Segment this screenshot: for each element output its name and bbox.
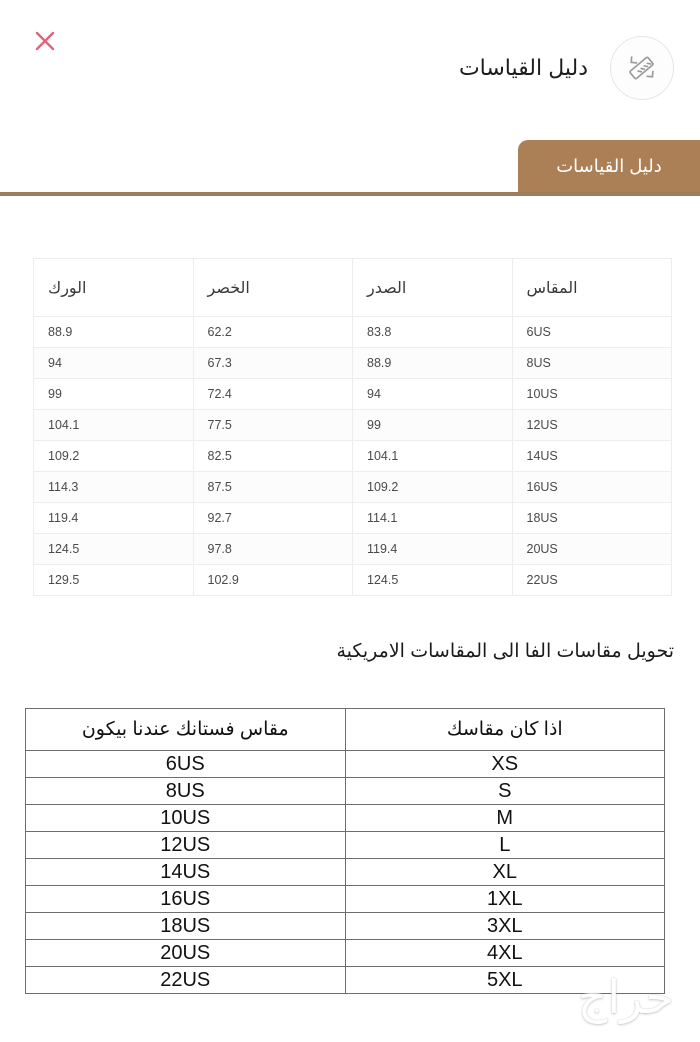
table-row (34, 565, 672, 596)
table-row (26, 940, 665, 967)
cell-dress-size: 20US (26, 940, 346, 967)
cell-size: 16US (512, 472, 672, 503)
ruler-icon-badge (610, 36, 674, 100)
measurements-table-wrap (33, 258, 672, 596)
column-header-size: المقاس (512, 259, 672, 317)
cell-hip: 99 (34, 379, 194, 410)
cell-dress-size: 22US (26, 967, 346, 994)
table-row (26, 859, 665, 886)
cell-waist: 77.5 (193, 410, 353, 441)
measurements-table-body (34, 317, 672, 596)
table-row (34, 317, 672, 348)
table-row (26, 751, 665, 778)
cell-your-size: 5XL (345, 967, 665, 994)
table-row (26, 778, 665, 805)
cell-your-size: S (345, 778, 665, 805)
table-row (34, 441, 672, 472)
header-title-group (459, 36, 674, 100)
cell-your-size: XL (345, 859, 665, 886)
cell-waist: 97.8 (193, 534, 353, 565)
cell-your-size: XS (345, 751, 665, 778)
table-row (34, 410, 672, 441)
site-watermark: حراج (577, 971, 674, 1023)
cell-waist: 67.3 (193, 348, 353, 379)
cell-size: 10US (512, 379, 672, 410)
conversion-table-wrap (25, 708, 665, 994)
table-row (34, 534, 672, 565)
measurements-table-head (34, 259, 672, 317)
cell-size: 20US (512, 534, 672, 565)
conversion-table-body (26, 751, 665, 994)
cell-dress-size: 6US (26, 751, 346, 778)
cell-waist: 92.7 (193, 503, 353, 534)
ruler-icon (625, 51, 659, 85)
cell-waist: 87.5 (193, 472, 353, 503)
column-header-chest: الصدر (353, 259, 513, 317)
cell-dress-size: 16US (26, 886, 346, 913)
conversion-section-heading: تحويل مقاسات الفا الى المقاسات الامريكية (336, 641, 674, 662)
cell-chest: 83.8 (353, 317, 513, 348)
measurements-table (33, 258, 672, 596)
tab-underline-gap (0, 188, 514, 192)
tab-underline (0, 192, 700, 196)
cell-hip: 104.1 (34, 410, 194, 441)
top-bar (0, 0, 700, 126)
cell-hip: 114.3 (34, 472, 194, 503)
table-row (26, 913, 665, 940)
table-row (26, 967, 665, 994)
table-row (34, 472, 672, 503)
cell-chest: 109.2 (353, 472, 513, 503)
cell-size: 6US (512, 317, 672, 348)
cell-dress-size: 8US (26, 778, 346, 805)
cell-chest: 124.5 (353, 565, 513, 596)
conversion-table (25, 708, 665, 994)
column-header-your-size: اذا كان مقاسك (345, 709, 665, 751)
cell-size: 14US (512, 441, 672, 472)
cell-waist: 72.4 (193, 379, 353, 410)
page-title: دليل القياسات (458, 55, 588, 80)
tab-strip (0, 140, 700, 198)
table-row (26, 832, 665, 859)
cell-dress-size: 12US (26, 832, 346, 859)
cell-hip: 129.5 (34, 565, 194, 596)
cell-chest: 94 (353, 379, 513, 410)
table-row (34, 348, 672, 379)
cell-chest: 88.9 (353, 348, 513, 379)
table-header-row (26, 709, 665, 751)
cell-dress-size: 14US (26, 859, 346, 886)
cell-hip: 124.5 (34, 534, 194, 565)
cell-waist: 102.9 (193, 565, 353, 596)
cell-waist: 82.5 (193, 441, 353, 472)
close-icon (33, 29, 57, 53)
cell-your-size: 3XL (345, 913, 665, 940)
table-row (26, 886, 665, 913)
cell-chest: 99 (353, 410, 513, 441)
table-row (34, 503, 672, 534)
cell-your-size: 1XL (345, 886, 665, 913)
cell-size: 12US (512, 410, 672, 441)
column-header-hip: الورك (34, 259, 194, 317)
cell-hip: 109.2 (34, 441, 194, 472)
conversion-table-head (26, 709, 665, 751)
cell-hip: 119.4 (34, 503, 194, 534)
cell-size: 18US (512, 503, 672, 534)
cell-your-size: M (345, 805, 665, 832)
cell-your-size: L (345, 832, 665, 859)
cell-hip: 88.9 (34, 317, 194, 348)
cell-your-size: 4XL (345, 940, 665, 967)
table-header-row (34, 259, 672, 317)
table-row (34, 379, 672, 410)
cell-dress-size: 18US (26, 913, 346, 940)
table-row (26, 805, 665, 832)
column-header-dress-size: مقاس فستانك عندنا بيكون (26, 709, 346, 751)
cell-chest: 119.4 (353, 534, 513, 565)
close-button[interactable] (28, 24, 62, 58)
cell-size: 22US (512, 565, 672, 596)
cell-chest: 114.1 (353, 503, 513, 534)
cell-chest: 104.1 (353, 441, 513, 472)
cell-size: 8US (512, 348, 672, 379)
cell-hip: 94 (34, 348, 194, 379)
column-header-waist: الخصر (193, 259, 353, 317)
cell-waist: 62.2 (193, 317, 353, 348)
tab-size-guide[interactable]: دليل القياسات (518, 140, 700, 192)
cell-dress-size: 10US (26, 805, 346, 832)
